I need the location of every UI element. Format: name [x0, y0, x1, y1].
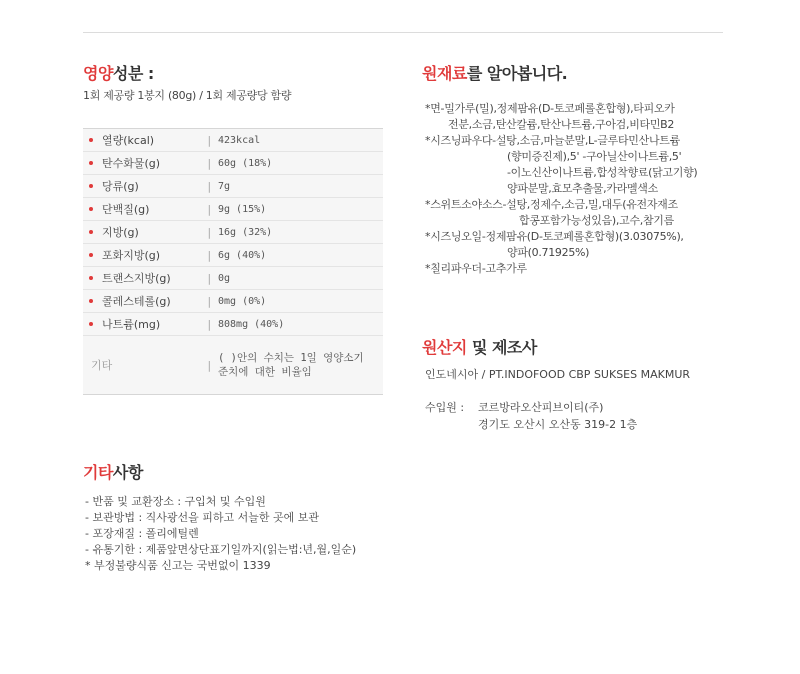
etc-title — [83, 460, 143, 483]
origin-title — [422, 335, 537, 358]
bullet-dot-icon — [89, 207, 93, 211]
importer-address: 경기도 오산시 오산동 319-2 1층 — [478, 418, 638, 431]
ingredient-line: *시즈닝오일-정제팜유(D-토코페롤혼합형)(3.03075%), — [425, 230, 684, 243]
nutrition-table — [83, 128, 383, 395]
bullet-dot-icon — [89, 161, 93, 165]
nutrition-value: 808mg (40%) — [218, 313, 383, 336]
ingredient-line: (향미증진제),5' -구아닐산이나트륨,5' — [507, 150, 682, 163]
importer-address-row — [425, 416, 637, 433]
nutrition-separator: | — [206, 290, 218, 313]
nutrition-separator: | — [206, 175, 218, 198]
nutrition-row — [83, 313, 383, 336]
importer-info — [425, 399, 637, 433]
nutrition-row — [83, 221, 383, 244]
bullet-dot-icon — [89, 276, 93, 280]
nutrition-serving-info: 1회 제공량 1봉지 (80g) / 1회 제공량당 함량 — [83, 89, 292, 102]
importer-label: 수입원 : — [425, 401, 465, 414]
nutrition-separator: | — [206, 313, 218, 336]
nutrition-separator: | — [206, 267, 218, 290]
nutrition-row — [83, 267, 383, 290]
importer-row — [425, 399, 637, 416]
nutrition-row — [83, 175, 383, 198]
ingredient-line: 양파분말,효모추출물,카라멜색소 — [507, 182, 658, 195]
nutrition-name — [83, 313, 206, 336]
ingredient-line: *스위트소야소스-설탕,정제수,소금,밀,대두(유전자재조 — [425, 198, 678, 211]
nutrition-separator: | — [206, 244, 218, 267]
nutrition-value: 6g (40%) — [218, 244, 383, 267]
etc-item: - 반품 및 교환장소 : 구입처 및 수입원 — [85, 495, 266, 508]
ingredient-line: *칠리파우더-고추가루 — [425, 262, 527, 275]
nutrition-name-text: 트랜스지방(g) — [102, 272, 171, 285]
origin-title-highlight: 원산지 — [422, 338, 467, 357]
nutrition-value: 7g — [218, 175, 383, 198]
nutrition-name-text: 탄수화물(g) — [102, 157, 161, 170]
etc-list — [85, 494, 356, 574]
ingredients-title-rest: 를 알아봅니다. — [466, 64, 568, 83]
nutrition-name — [83, 244, 206, 267]
importer-name: 코르방라오산피브이티(주) — [478, 401, 604, 414]
nutrition-name — [83, 198, 206, 221]
bullet-dot-icon — [89, 253, 93, 257]
bullet-dot-icon — [89, 138, 93, 142]
etc-item: - 보관방법 : 직사광선을 피하고 서늘한 곳에 보관 — [85, 511, 320, 524]
nutrition-name-text: 나트륨(mg) — [102, 318, 161, 331]
nutrition-name — [83, 129, 206, 152]
nutrition-name-text: 지방(g) — [102, 226, 139, 239]
nutrition-separator: | — [206, 358, 213, 372]
nutrition-name-text: 콜레스테롤(g) — [102, 295, 171, 308]
etc-title-highlight: 기타 — [83, 463, 113, 482]
nutrition-row — [83, 129, 383, 152]
ingredients-list — [425, 101, 697, 277]
ingredient-line: 합콩포함가능성있음),고수,참기름 — [519, 214, 674, 227]
nutrition-name-text: 포화지방(g) — [102, 249, 161, 262]
nutrition-other-note: ( )안의 수치는 1일 영양소기준치에 대한 비율임 — [218, 352, 364, 378]
nutrition-row — [83, 244, 383, 267]
ingredients-title-highlight: 원재료 — [422, 64, 467, 83]
nutrition-other-label: 기타 — [91, 359, 113, 372]
nutrition-row-other — [83, 336, 383, 395]
nutrition-value: 60g (18%) — [218, 152, 383, 175]
importer-label-spacer — [425, 416, 478, 433]
nutrition-separator: | — [206, 198, 218, 221]
nutrition-name — [83, 152, 206, 175]
nutrition-name-text: 당류(g) — [102, 180, 139, 193]
origin-country-maker: 인도네시아 / PT.INDOFOOD CBP SUKSES MAKMUR — [425, 368, 691, 381]
nutrition-title — [83, 61, 154, 84]
nutrition-value: 0g — [218, 267, 383, 290]
ingredient-line: 양파(0.71925%) — [507, 246, 590, 259]
bullet-dot-icon — [89, 184, 93, 188]
nutrition-value: 0mg (0%) — [218, 290, 383, 313]
ingredient-line: *시즈닝파우다-설탕,소금,마늘분말,L-글루타민산나트륨 — [425, 134, 680, 147]
nutrition-separator: | — [206, 129, 218, 152]
nutrition-name-text: 열량(kcal) — [102, 134, 155, 147]
nutrition-value: 16g (32%) — [218, 221, 383, 244]
etc-item: * 부정불량식품 신고는 국번없이 1339 — [85, 559, 271, 572]
nutrition-name-text: 단백질(g) — [102, 203, 150, 216]
ingredient-line: 전분,소금,탄산칼륨,탄산나트륨,구아검,비타민B2 — [448, 118, 675, 131]
bullet-dot-icon — [89, 322, 93, 326]
origin-title-rest: 및 제조사 — [466, 338, 537, 357]
nutrition-title-rest: 성분 : — [112, 64, 154, 83]
ingredients-title — [422, 61, 567, 84]
nutrition-separator: | — [206, 221, 218, 244]
etc-item: - 포장재질 : 폴리에틸렌 — [85, 527, 199, 540]
ingredient-line: *면-밀가루(밀),정제팜유(D-토코페롤혼합형),타피오카 — [425, 102, 675, 115]
nutrition-title-highlight: 영양 — [83, 64, 113, 83]
bullet-dot-icon — [89, 299, 93, 303]
nutrition-table-body — [83, 129, 383, 336]
etc-item: - 유통기한 : 제품앞면상단표기일까지(읽는법:년,월,일순) — [85, 543, 357, 556]
etc-title-rest: 사항 — [112, 463, 143, 482]
nutrition-row — [83, 152, 383, 175]
top-divider — [83, 32, 723, 33]
nutrition-name — [83, 267, 206, 290]
nutrition-row — [83, 198, 383, 221]
nutrition-value: 423kcal — [218, 129, 383, 152]
ingredient-line: -이노신산이나트륨,합성착향료(닭고기향) — [507, 166, 698, 179]
bullet-dot-icon — [89, 230, 93, 234]
nutrition-value: 9g (15%) — [218, 198, 383, 221]
nutrition-name — [83, 290, 206, 313]
nutrition-separator: | — [206, 152, 218, 175]
nutrition-row — [83, 290, 383, 313]
nutrition-name — [83, 221, 206, 244]
nutrition-name — [83, 175, 206, 198]
